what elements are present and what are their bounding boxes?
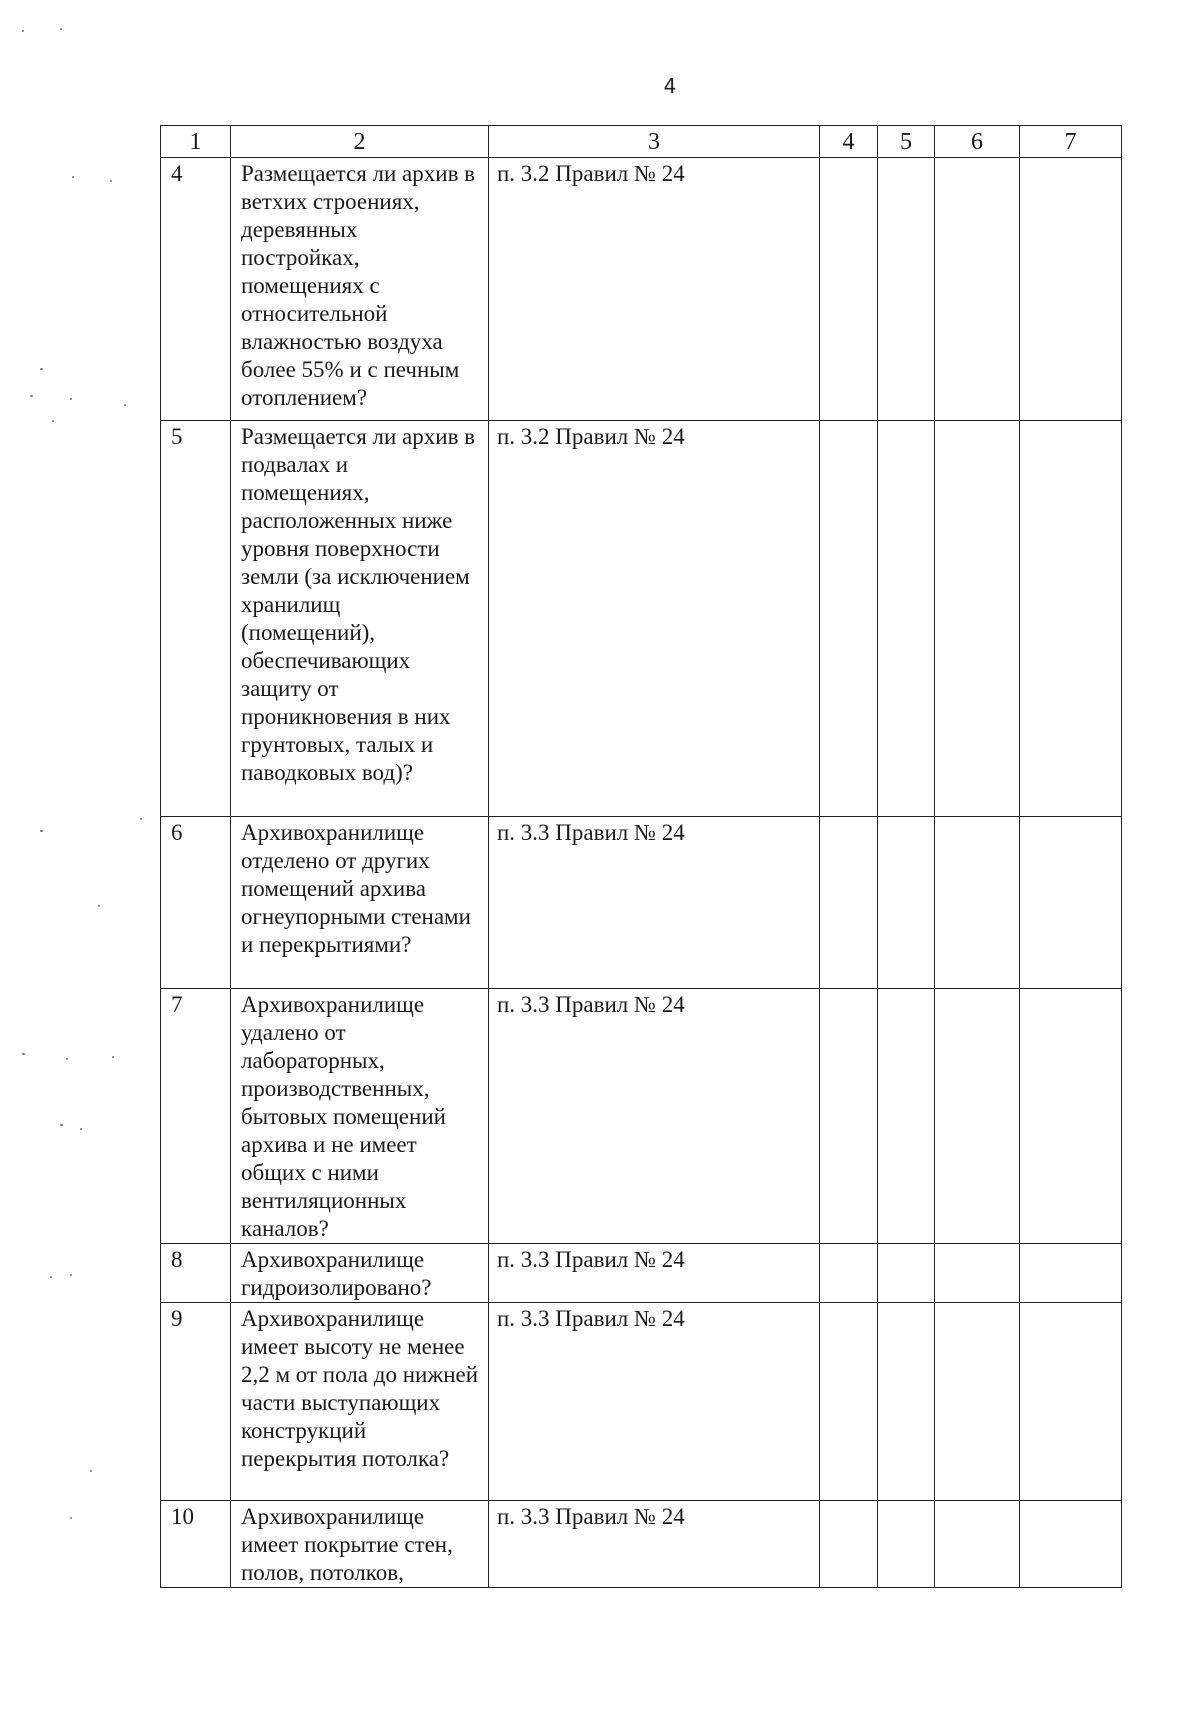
answer-cell-7 [1020,817,1122,989]
reference-text: п. 3.3 Правил № 24 [489,1303,820,1501]
reference-text: п. 3.3 Правил № 24 [489,817,820,989]
question-text: Размещается ли архив в ветхих строениях, деревянных постройках, помещениях с относительной влажностью воздуха более 55% и с печным отоплением? [231,158,489,421]
row-number: 9 [161,1303,231,1501]
answer-cell-7 [1020,989,1122,1244]
reference-text: п. 3.3 Правил № 24 [489,989,820,1244]
answer-cell-5 [878,158,935,421]
answer-cell-6 [935,1303,1020,1501]
answer-cell-6 [935,1244,1020,1303]
column-header: 7 [1020,126,1122,158]
reference-text: п. 3.3 Правил № 24 [489,1244,820,1303]
question-text: Архивохранилище отделено от других помещений архива огнеупорными стенами и перекрытиями? [231,817,489,989]
answer-cell-5 [878,989,935,1244]
table-row [161,1244,1122,1303]
answer-cell-5 [878,1501,935,1588]
table-row [161,989,1122,1244]
page-number: 4 [663,74,677,98]
table-row [161,158,1122,421]
answer-cell-4 [820,989,878,1244]
reference-text: п. 3.2 Правил № 24 [489,158,820,421]
answer-cell-6 [935,1501,1020,1588]
question-text: Размещается ли архив в подвалах и помещениях, расположенных ниже уровня поверхности земли (за исключением хранилищ (помещений), обеспечивающих защиту от проникновения в них грунтовых, талых и паводковых вод)? [231,421,489,817]
answer-cell-4 [820,421,878,817]
answer-cell-7 [1020,158,1122,421]
answer-cell-7 [1020,421,1122,817]
answer-cell-4 [820,1244,878,1303]
row-number: 7 [161,989,231,1244]
answer-cell-7 [1020,1244,1122,1303]
answer-cell-5 [878,1303,935,1501]
question-text: Архивохранилище имеет высоту не менее 2,2 м от пола до нижней части выступающих конструкций перекрытия потолка? [231,1303,489,1501]
answer-cell-7 [1020,1501,1122,1588]
answer-cell-6 [935,158,1020,421]
column-header: 6 [935,126,1020,158]
table-row [161,1303,1122,1501]
answer-cell-6 [935,817,1020,989]
answer-cell-4 [820,1303,878,1501]
table-row [161,421,1122,817]
answer-cell-4 [820,158,878,421]
column-header: 2 [231,126,489,158]
answer-cell-6 [935,989,1020,1244]
reference-text: п. 3.2 Правил № 24 [489,421,820,817]
row-number: 8 [161,1244,231,1303]
reference-text: п. 3.3 Правил № 24 [489,1501,820,1588]
row-number: 10 [161,1501,231,1588]
row-number: 5 [161,421,231,817]
question-text: Архивохранилище гидроизолировано? [231,1244,489,1303]
row-number: 6 [161,817,231,989]
answer-cell-5 [878,817,935,989]
answer-cell-7 [1020,1303,1122,1501]
answer-cell-5 [878,1244,935,1303]
column-header: 4 [820,126,878,158]
column-header: 3 [489,126,820,158]
answer-cell-4 [820,1501,878,1588]
column-header: 5 [878,126,935,158]
question-text: Архивохранилище удалено от лабораторных, производственных, бытовых помещений архива и не имеет общих с ними вентиляционных каналов? [231,989,489,1244]
question-text: Архивохранилище имеет покрытие стен, полов, потолков, [231,1501,489,1588]
table-row [161,1501,1122,1588]
checklist-table [160,125,1122,1588]
answer-cell-5 [878,421,935,817]
answer-cell-4 [820,817,878,989]
answer-cell-6 [935,421,1020,817]
column-header: 1 [161,126,231,158]
table-header-row [161,126,1122,158]
row-number: 4 [161,158,231,421]
table-row [161,817,1122,989]
